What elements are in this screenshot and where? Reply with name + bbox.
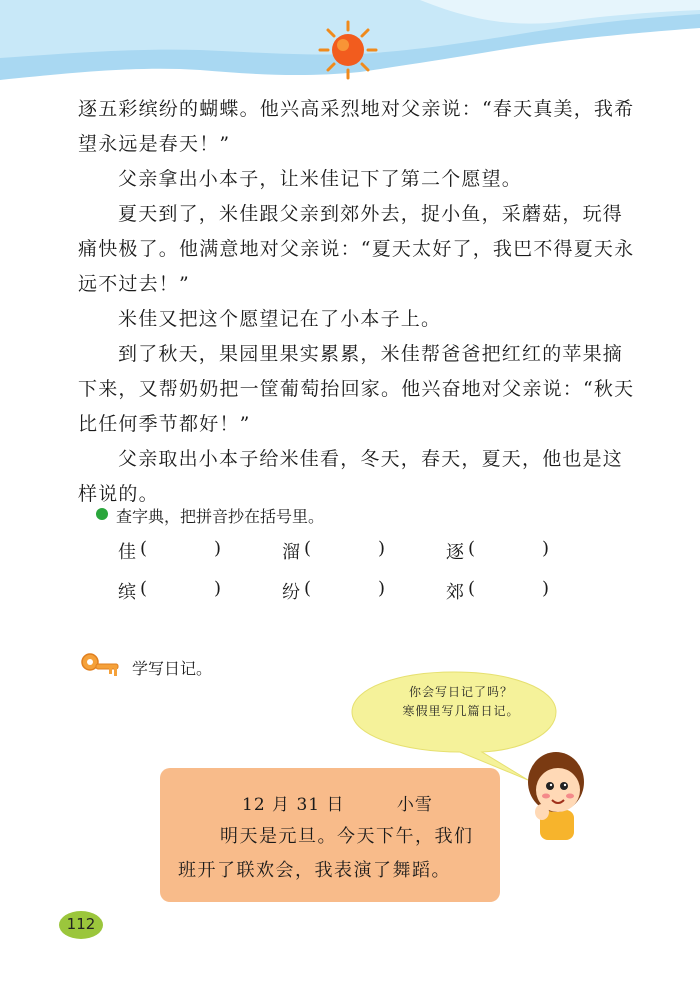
page-number-badge <box>58 910 104 940</box>
bubble-line-2: 寒假里写几篇日记。 <box>402 704 520 718</box>
left-paren: ( <box>140 538 148 559</box>
diary-date: 12 月 31 日 <box>242 795 345 815</box>
diary-entry-box <box>160 768 500 902</box>
diary-weather: 小雪 <box>396 795 433 815</box>
exercise-instruction <box>116 504 324 527</box>
pinyin-cell <box>446 538 566 568</box>
right-paren: ) <box>214 578 222 599</box>
diary-section-title: 学写日记。 <box>132 659 213 678</box>
pinyin-cell <box>118 538 238 568</box>
left-paren: ( <box>468 578 476 599</box>
story-paragraph-4: 米佳又把这个愿望记在了小本子上。 <box>118 308 442 330</box>
story-paragraph-1: 逐五彩缤纷的蝴蝶。他兴高采烈地对父亲说：“春天真美，我希望永远是春天！” <box>78 98 635 155</box>
left-paren: ( <box>304 538 312 559</box>
bubble-line-1: 你会写日记了吗？ <box>408 685 513 699</box>
page-number: 112 <box>66 915 96 933</box>
right-paren: ) <box>378 538 386 559</box>
exercise-char: 纷 <box>282 582 300 603</box>
story-text <box>78 92 638 512</box>
exercise-char: 佳 <box>118 542 136 563</box>
boy-cartoon <box>520 746 592 842</box>
pinyin-cell <box>118 578 238 608</box>
exercise-instruction-text: 查字典，把拼音抄在括号里。 <box>116 507 325 526</box>
left-paren: ( <box>140 578 148 599</box>
exercise-char: 溜 <box>282 542 300 563</box>
right-paren: ) <box>542 578 550 599</box>
right-paren: ) <box>542 538 550 559</box>
story-paragraph-5: 到了秋天，果园里果实累累，米佳帮爸爸把红红的苹果摘下来，又帮奶奶把一筐葡萄抬回家。他兴奋地对父亲说：“秋天比任何季节都好！” <box>78 343 635 435</box>
exercise-char: 郊 <box>446 582 464 603</box>
left-paren: ( <box>468 538 476 559</box>
right-paren: ) <box>214 538 222 559</box>
story-paragraph-2: 父亲拿出小本子，让米佳记下了第二个愿望。 <box>118 168 523 190</box>
right-paren: ) <box>378 578 386 599</box>
exercise-char: 缤 <box>118 582 136 603</box>
story-paragraph-3: 夏天到了，米佳跟父亲到郊外去，捉小鱼，采蘑菇，玩得痛快极了。他满意地对父亲说：“夏天太好了，我巴不得夏天永远不过去！” <box>78 203 635 295</box>
exercise-char: 逐 <box>446 542 464 563</box>
pinyin-cell <box>282 538 402 568</box>
bullet-dot-icon <box>96 508 108 520</box>
sun-icon <box>318 20 378 80</box>
pinyin-cell <box>446 578 566 608</box>
key-icon <box>80 650 122 682</box>
speech-bubble-text <box>366 683 556 721</box>
story-paragraph-6: 父亲取出小本子给米佳看，冬天，春天，夏天，他也是这样说的。 <box>78 448 624 505</box>
left-paren: ( <box>304 578 312 599</box>
diary-text: 明天是元旦。今天下午，我们班开了联欢会，我表演了舞蹈。 <box>178 826 474 881</box>
diary-header <box>242 790 433 815</box>
pinyin-cell <box>282 578 402 608</box>
